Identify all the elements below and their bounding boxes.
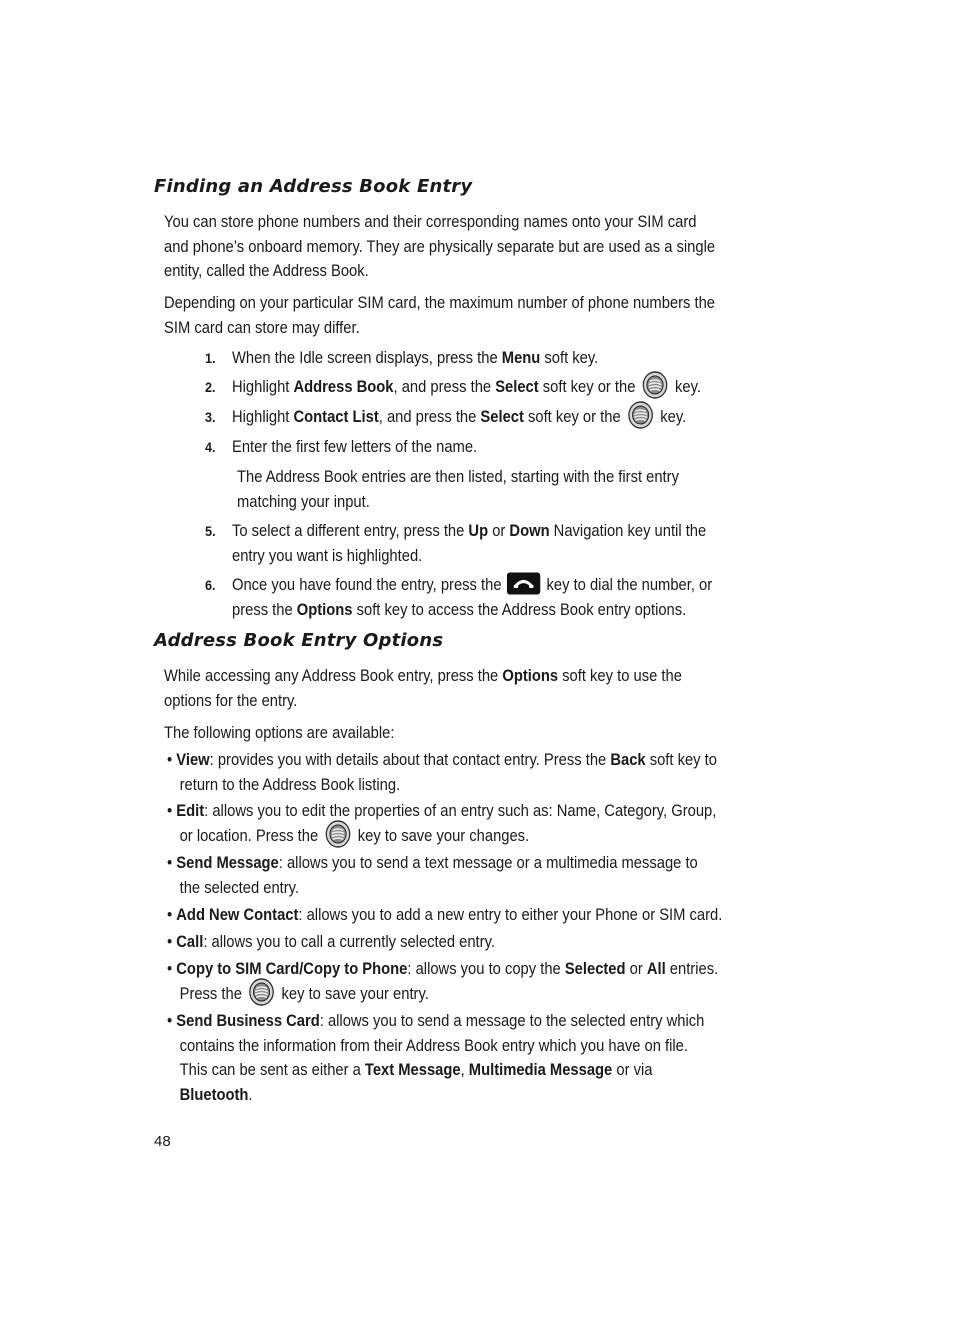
step-number: 4. [205,439,216,455]
step-number: 3. [205,409,216,425]
step-4-note [237,465,679,514]
step-number: 5. [205,523,216,539]
bullet-mark: • [167,933,173,951]
bullet-send-business-card: • Send Business Card: allows you to send a message to the selected entry which contains the information from their Address Book entry which you have on file. This can be sent as either a Text Message, Multimedia Message or via Bluetooth. [167,1012,705,1104]
intro-paragraph [164,210,715,284]
bullet-mark: • [167,854,173,872]
step-number: 6. [205,577,216,593]
step-text: To select a different entry, press the Up or Down Navigation key until the entry you want is highlighted. [232,522,707,565]
step-text: When the Idle screen displays, press the Menu soft key. [232,349,599,367]
ok-key-icon [628,401,653,429]
text-line: SIM card can store may differ. [164,318,360,337]
text-line: Depending on your particular SIM card, the maximum number of phone numbers the [164,294,716,312]
bullet-mark: • [167,1012,173,1030]
ok-key-icon [249,978,274,1006]
page-number: 48 [154,1133,171,1150]
step-text: Highlight Contact List, and press the Select soft key or the key. [232,405,686,430]
bullet-mark: • [167,751,173,769]
ok-key-icon [643,371,668,399]
section-heading-finding-entry: Finding an Address Book Entry [154,176,473,197]
ok-key-icon [325,820,350,848]
bullet-edit: • Edit: allows you to edit the properties of an entry such as: Name, Category, Group, or location. Press the key to save your changes. [167,799,716,848]
step-number: 2. [205,379,216,395]
bullet-add-new-contact: • Add New Contact: allows you to add a new entry to either your Phone or SIM card. [167,906,723,924]
step-text: Highlight Address Book, and press the Select soft key or the key. [232,375,701,400]
step-number: 1. [205,350,216,366]
text-line: matching your input. [237,492,370,511]
options-intro-paragraph: While accessing any Address Book entry, press the Options soft key to use the options for the entry. [164,664,682,713]
step-text: Once you have found the entry, press the key to dial the number, or press the Options soft key to access the Address Book entry options. [232,573,712,622]
text-line: The Address Book entries are then listed, starting with the first entry [237,468,679,486]
text-line: and phone’s onboard memory. They are physically separate but are used as a single [164,237,716,256]
bullet-copy: • Copy to SIM Card/Copy to Phone: allows you to copy the Selected or All entries. Press the key to save your entry. [167,957,718,1006]
sim-capacity-paragraph [164,291,715,340]
step-text: Enter the first few letters of the name. [232,438,478,456]
text-line: You can store phone numbers and their corresponding names onto your SIM card [164,213,697,231]
bullet-mark: • [167,802,173,820]
bullet-view: • View: provides you with details about that contact entry. Press the Back soft key to return to the Address Book listing. [167,751,717,794]
bullet-mark: • [167,906,173,924]
bullet-send-message: • Send Message: allows you to send a text message or a multimedia message to the selected entry. [167,854,698,897]
section-heading-entry-options: Address Book Entry Options [154,630,444,651]
bullet-call: • Call: allows you to call a currently selected entry. [167,933,495,951]
send-key-icon [507,572,541,595]
bullet-mark: • [167,960,173,978]
text-line: options for the entry. [164,691,298,710]
options-available-paragraph: The following options are available: [164,724,395,742]
text-line: entity, called the Address Book. [164,262,369,280]
